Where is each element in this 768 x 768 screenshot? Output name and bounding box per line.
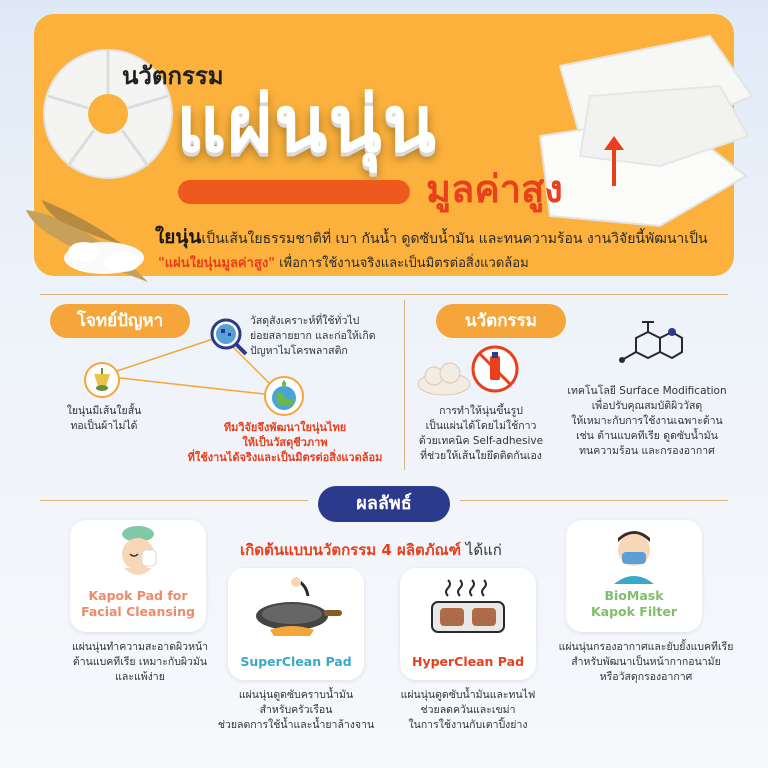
synthetic-line: ย่อยสลายยาก และก่อให้เกิด	[250, 330, 376, 342]
results-headline-rest: ได้แก่	[461, 541, 502, 559]
divider-vertical	[404, 300, 405, 470]
results-headline-count: เกิดต้นแบบนวัตกรรม 4 ผลิตภัณฑ์	[240, 541, 462, 559]
product-name-line: Kapok Filter	[590, 604, 678, 619]
product-desc-line: ช่วยลดการใช้น้ำและน้ำยาล้างจาน	[217, 719, 375, 731]
product-name: SuperClean Pad	[240, 654, 352, 669]
product-desc-line: และแพ้ง่าย	[115, 671, 165, 683]
product-name-line: BioMask	[604, 588, 664, 603]
product-desc-line: หรือวัสดุกรองอากาศ	[599, 671, 693, 683]
product-desc-line: แผ่นนุ่นดูดซับน้ำมันและทนไฟ	[400, 689, 536, 701]
product-name	[566, 588, 702, 620]
kapok-line: ใยนุ่นมีเส้นใยสั้น	[66, 405, 142, 417]
synthetic-text	[250, 314, 376, 359]
product-desc-line: แผ่นนุ่นทำความสะอาดผิวหน้า	[71, 641, 209, 653]
kapok-line: ทอเป็นผ้าไม่ได้	[70, 420, 138, 432]
results-headline	[240, 538, 540, 562]
adhesive-line: ที่ช่วยให้เส้นใยยึดติดกันเอง	[420, 450, 542, 462]
hero-description	[155, 222, 708, 252]
product-name	[70, 588, 206, 620]
results-tag: ผลลัพธ์	[318, 486, 450, 522]
product-card-biomask	[566, 520, 702, 632]
hero-description-2	[158, 252, 529, 273]
microplastic-magnifier-icon	[208, 316, 248, 356]
frying-pan-icon	[250, 574, 342, 640]
hero-description-lead: ใยนุ่น	[155, 226, 202, 248]
surface-modification-text	[562, 384, 732, 459]
hero-title: แผ่นนุ่น	[176, 80, 437, 170]
kapok-fiber-icon	[84, 362, 120, 398]
product-name: HyperClean Pad	[411, 654, 525, 669]
product-card-hyperclean	[400, 568, 536, 680]
surface-line: ให้เหมาะกับการใช้งานเฉพาะด้าน	[571, 415, 723, 427]
surface-line: ทนความร้อน และกรองอากาศ	[579, 445, 715, 457]
hero-kicker: นวัตกรรม	[122, 62, 224, 90]
product-desc-line: สำหรับครัวเรือน	[259, 704, 333, 716]
product-desc-line: แผ่นนุ่นดูดซับคราบน้ำมัน	[238, 689, 354, 701]
hero-description-end: เพื่อการใช้งานจริงและเป็นมิตรต่อสิ่งแวดล้อม	[274, 256, 529, 271]
product-name-line: Facial Cleansing	[81, 604, 195, 619]
innovation-tag: นวัตกรรม	[436, 304, 566, 338]
no-glue-icon	[470, 344, 520, 394]
self-adhesive-text	[406, 404, 556, 464]
problem-tag: โจทย์ปัญหา	[50, 304, 190, 338]
product-desc-line: ต้านแบคทีเรีย เหมาะกับผิวมัน	[72, 656, 208, 668]
synthetic-line: ปัญหาไมโครพลาสติก	[250, 345, 348, 357]
research-text	[170, 420, 400, 465]
hero-description-body: เป็นเส้นใยธรรมชาติที่ เบา กันน้ำ ดูดซับน้ำมัน และทนความร้อน งานวิจัยนี้พัฒนาเป็น	[201, 231, 708, 247]
product-desc-superclean	[212, 688, 380, 733]
product-desc-line: ช่วยลดควันและเขม่า	[420, 704, 516, 716]
facial-cleansing-icon	[110, 524, 166, 582]
kapok-pod-image	[22, 196, 162, 286]
kapok-short-fiber-text	[56, 404, 152, 434]
hero-subtitle: มูลค่าสูง	[426, 167, 563, 211]
research-line: ที่ใช้งานได้จริงและเป็นมิตรต่อสิ่งแวดล้อม	[187, 451, 383, 464]
molecule-icon	[614, 318, 684, 378]
adhesive-line: ด้วยเทคนิค Self-adhesive	[418, 435, 544, 447]
grill-icon	[426, 576, 510, 640]
research-line: ทีมวิจัยจึงพัฒนาใยนุ่นไทย	[223, 421, 347, 434]
arrow-up-icon	[604, 136, 624, 188]
product-desc-line: สำหรับพัฒนาเป็นหน้ากากอนามัย	[571, 656, 721, 668]
kapok-cloud-icon	[416, 362, 472, 396]
product-desc-facial	[52, 640, 228, 685]
adhesive-line: การทำให้นุ่นขึ้นรูป	[439, 405, 523, 417]
face-mask-icon	[604, 524, 664, 584]
research-line: ให้เป็นวัสดุชีวภาพ	[242, 436, 328, 449]
adhesive-line: เป็นแผ่นได้โดยไม่ใช้กาว	[425, 420, 537, 432]
product-desc-line: ในการใช้งานกับเตาปิ้งย่าง	[408, 719, 528, 731]
surface-line: เช่น ต้านแบคทีเรีย ดูดซับน้ำมัน	[576, 430, 718, 442]
earth-icon	[264, 376, 304, 416]
product-card-superclean	[228, 568, 364, 680]
hero-accent-bar	[178, 180, 410, 204]
product-card-facial	[70, 520, 206, 632]
product-desc-hyperclean	[384, 688, 552, 733]
divider-right	[460, 500, 728, 501]
surface-line: เพื่อปรับคุณสมบัติผิววัสดุ	[591, 400, 703, 412]
product-name-line: Kapok Pad for	[88, 588, 188, 603]
product-desc-line: แผ่นนุ่นกรองอากาศและยับยั้งแบคทีเรีย	[558, 641, 734, 653]
surface-line: เทคโนโลยี Surface Modification	[567, 385, 727, 397]
divider-top	[40, 294, 728, 295]
divider-left	[40, 500, 308, 501]
hero-description-highlight: "แผ่นใยนุ่นมูลค่าสูง"	[158, 256, 275, 271]
synthetic-line: วัสดุสังเคราะห์ที่ใช้ทั่วไป	[250, 315, 360, 327]
product-desc-biomask	[546, 640, 746, 685]
